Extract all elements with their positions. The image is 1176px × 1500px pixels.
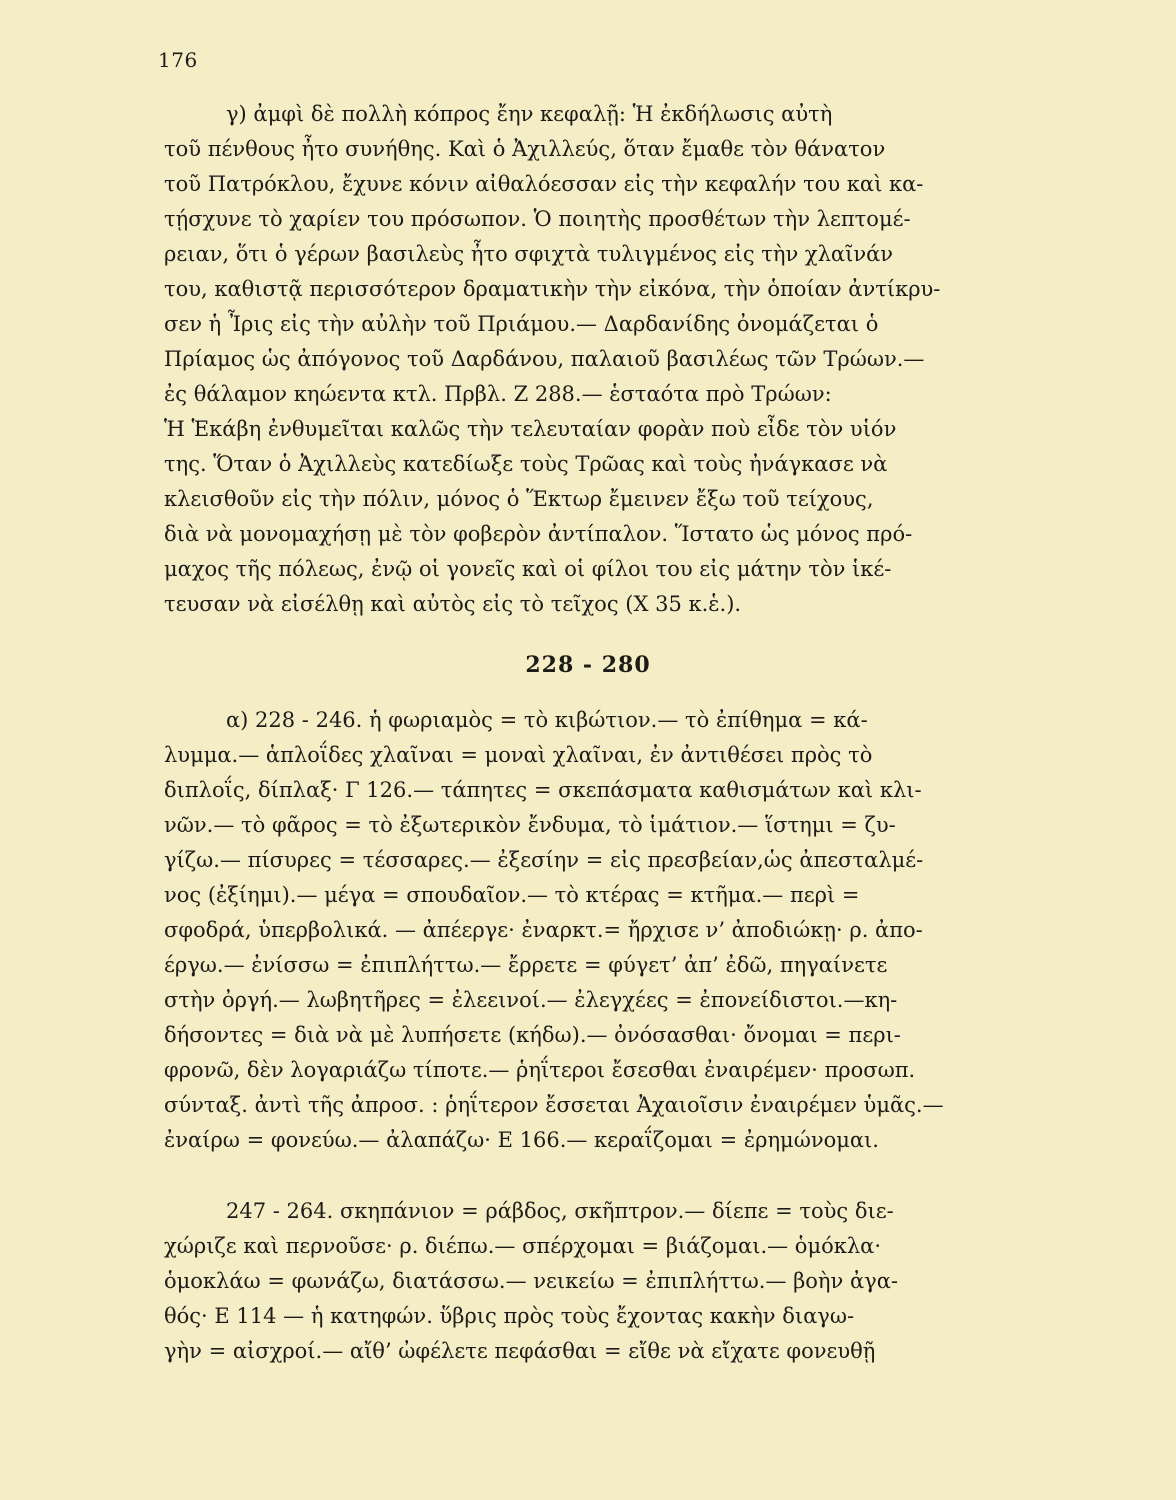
paragraph-line: τοῦ πένθους ἦτο συνήθης. Καὶ ὁ Ἀχιλλεύς, ὅταν ἔμαθε τὸν θάνατον: [164, 137, 886, 161]
paragraph-line: κλεισθοῦν εἰς τὴν πόλιν, μόνος ὁ Ἕκτωρ ἔμεινεν ἔξω τοῦ τείχους,: [164, 487, 874, 511]
paragraph-line: α) 228 - 246. ἡ φωριαμὸς = τὸ κιβώτιον.— τὸ ἐπίθημα = κά-: [226, 708, 868, 732]
section-heading: 228 - 280: [525, 652, 651, 678]
paragraph-line: Ἡ Ἑκάβη ἐνθυμεῖται καλῶς τὴν τελευταίαν φορὰν ποὺ εἶδε τὸν υἱόν: [164, 417, 897, 441]
paragraph-line: στὴν ὀργή.— λωβητῆρες = ἐλεεινοί.— ἐλεγχέες = ἐπονείδιστοι.—κη-: [164, 988, 898, 1012]
paragraph-line: ἐναίρω = φονεύω.— ἀλαπάζω· Ε 166.— κεραΐζομαι = ἐρημώνομαι.: [164, 1128, 879, 1152]
paragraph-line: ἐς θάλαμον κηώεντα κτλ. Πρβλ. Ζ 288.— ἑσταότα πρὸ Τρώων:: [164, 382, 832, 406]
paragraph-line: σύνταξ. ἀντὶ τῆς ἀπροσ. : ῥηΐτερον ἔσσεται Ἀχαιοῖσιν ἐναιρέμεν ὑμᾶς.—: [164, 1093, 944, 1117]
paragraph-line: ὁμοκλάω = φωνάζω, διατάσσω.— νεικείω = ἐπιπλήττω.— βοὴν ἀγα-: [164, 1269, 898, 1293]
page-number: 176: [158, 48, 198, 72]
paragraph-line: σεν ἡ Ἶρις εἰς τὴν αὐλὴν τοῦ Πριάμου.— Δαρδανίδης ὀνομάζεται ὁ: [164, 312, 879, 336]
paragraph-line: 247 - 264. σκηπάνιον = ράβδος, σκῆπτρον.— δίεπε = τοὺς διε-: [226, 1199, 894, 1223]
paragraph-line: γίζω.— πίσυρες = τέσσαρες.— ἐξεσίην = εἰς πρεσβείαν,ὡς ἀπεσταλμέ-: [164, 848, 924, 872]
paragraph-line: Πρίαμος ὡς ἀπόγονος τοῦ Δαρδάνου, παλαιοῦ βασιλέως τῶν Τρώων.—: [164, 347, 925, 371]
paragraph-line: νος (ἐξίημι).— μέγα = σπουδαῖον.— τὸ κτέρας = κτῆμα.— περὶ =: [164, 883, 860, 907]
paragraph-line: λυμμα.— ἁπλοΐδες χλαῖναι = μοναὶ χλαῖναι, ἐν ἀντιθέσει πρὸς τὸ: [164, 743, 873, 767]
paragraph-line: γ) ἀμφὶ δὲ πολλὴ κόπρος ἔην κεφαλῇ: Ἡ ἐκδήλωσις αὐτὴ: [226, 102, 833, 126]
paragraph-line: διὰ νὰ μονομαχήσῃ μὲ τὸν φοβερὸν ἀντίπαλον. Ἵστατο ὡς μόνος πρό-: [164, 522, 913, 546]
paragraph-line: σφοδρά, ὑπερβολικά. — ἀπέεργε· ἐναρκτ.= ἤρχισε ν’ ἀποδιώκῃ· ρ. ἀπο-: [164, 918, 923, 942]
paragraph-line: φρονῶ, δὲν λογαριάζω τίποτε.— ῥηΐτεροι ἔσεσθαι ἐναιρέμεν· προσωπ.: [164, 1058, 916, 1082]
paragraph-line: θός· Ε 114 — ἡ κατηφών. ὕβρις πρὸς τοὺς ἔχοντας κακὴν διαγω-: [164, 1304, 855, 1328]
paragraph-line: τευσαν νὰ εἰσέλθῃ καὶ αὐτὸς εἰς τὸ τεῖχος (Χ 35 κ.ἑ.).: [164, 592, 742, 616]
paragraph-line: του, καθιστᾷ περισσότερον δραματικὴν τὴν εἰκόνα, τὴν ὁποίαν ἀντίκρυ-: [164, 277, 941, 301]
paragraph-line: μαχος τῆς πόλεως, ἐνῷ οἱ γονεῖς καὶ οἱ φίλοι του εἰς μάτην τὸν ἱκέ-: [164, 557, 892, 581]
paragraph-line: τῄσχυνε τὸ χαρίεν του πρόσωπον. Ὁ ποιητὴς προσθέτων τὴν λεπτομέ-: [164, 207, 911, 231]
paragraph-line: της. Ὅταν ὁ Ἀχιλλεὺς κατεδίωξε τοὺς Τρῶας καὶ τοὺς ἠνάγκασε νὰ: [164, 452, 888, 476]
paragraph-line: διπλοΐς, δίπλαξ· Γ 126.— τάπητες = σκεπάσματα καθισμάτων καὶ κλι-: [164, 778, 922, 802]
paragraph-line: γὴν = αἰσχροί.— αἴθ’ ὠφέλετε πεφάσθαι = εἴθε νὰ εἴχατε φονευθῇ: [164, 1339, 876, 1363]
paragraph-line: νῶν.— τὸ φᾶρος = τὸ ἐξωτερικὸν ἔνδυμα, τὸ ἱμάτιον.— ἵστημι = ζυ-: [164, 813, 896, 837]
paragraph-line: δήσοντες = διὰ νὰ μὲ λυπήσετε (κήδω).— ὀνόσασθαι· ὄνομαι = περι-: [164, 1023, 901, 1047]
paragraph-line: ρειαν, ὅτι ὁ γέρων βασιλεὺς ἦτο σφιχτὰ τυλιγμένος εἰς τὴν χλαῖνάν: [164, 242, 894, 266]
paragraph-line: έργω.— ἐνίσσω = ἐπιπλήττω.— ἔρρετε = φύγετ’ ἀπ’ ἐδῶ, πηγαίνετε: [164, 953, 888, 977]
paragraph-line: χώριζε καὶ περνοῦσε· ρ. διέπω.— σπέρχομαι = βιάζομαι.— ὁμόκλα·: [164, 1234, 882, 1258]
paragraph-line: τοῦ Πατρόκλου, ἔχυνε κόνιν αἰθαλόεσσαν εἰς τὴν κεφαλήν του καὶ κα-: [164, 172, 924, 196]
